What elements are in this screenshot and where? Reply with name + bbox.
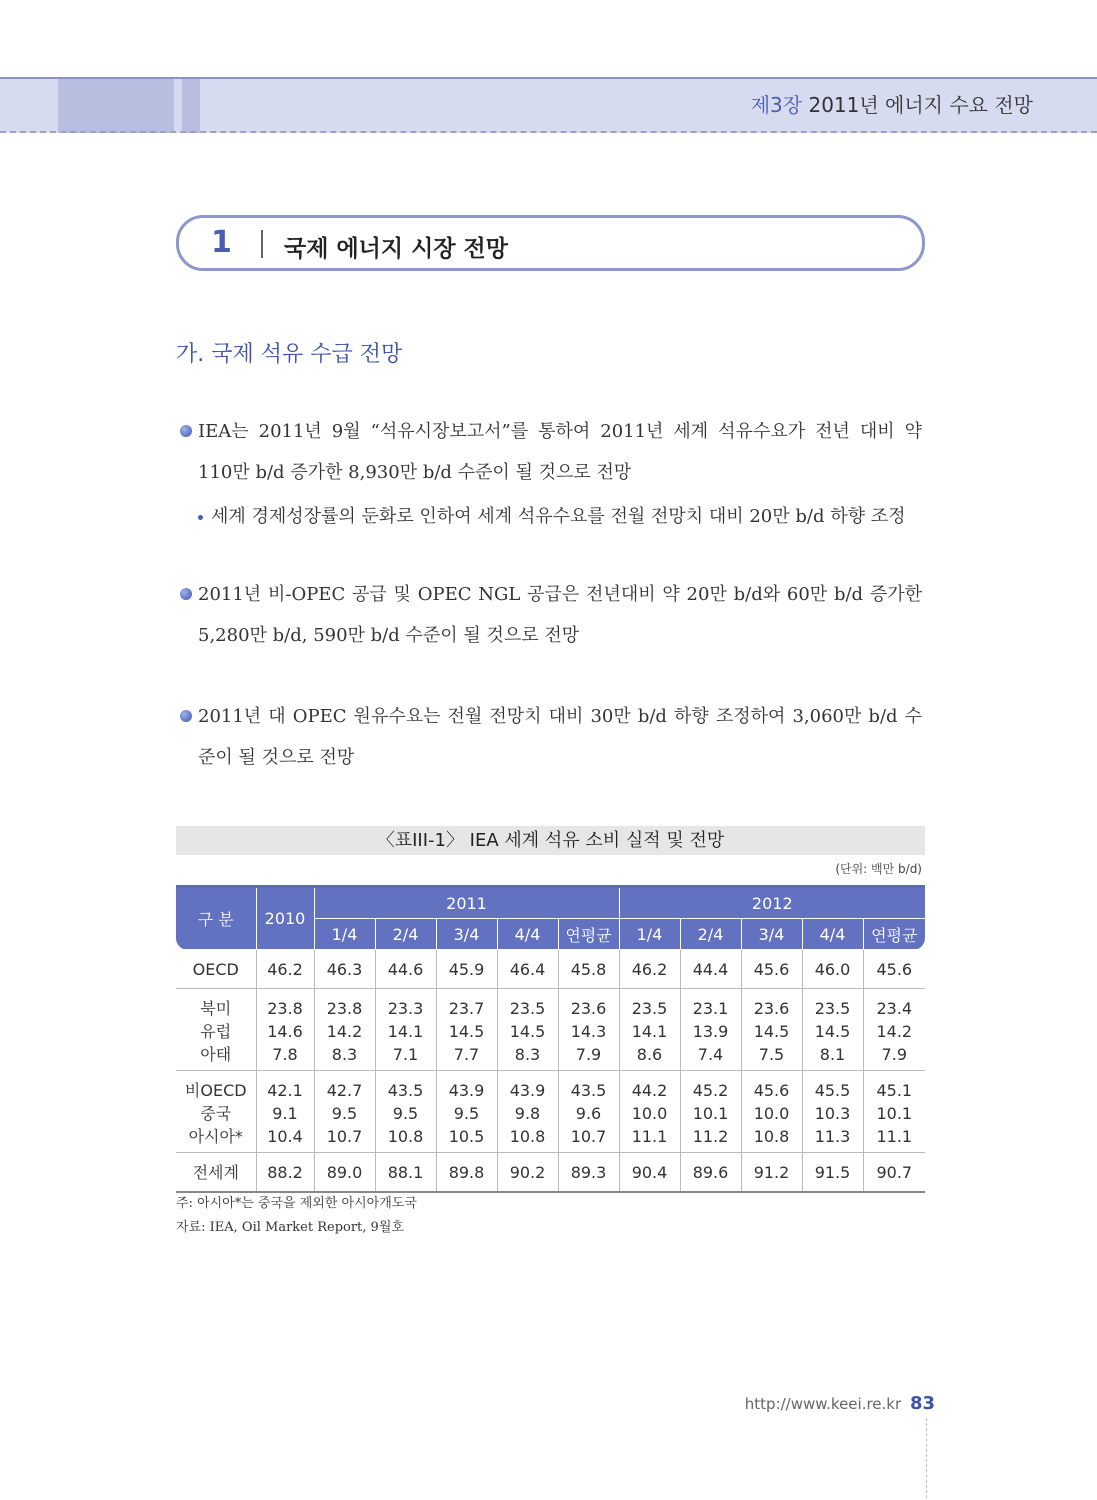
cell-value: 14.5 (448, 1022, 485, 1041)
table-footnote: 주: 아시아*는 중국을 제외한 아시아개도국 (176, 1196, 417, 1211)
header-avg: 연평균 (558, 919, 619, 950)
cell-value: 46.2 (267, 959, 303, 979)
cell-value: 43.5 (387, 1081, 424, 1100)
cell-value: 10.8 (509, 1127, 546, 1146)
cell-value: 8.1 (819, 1045, 846, 1064)
bullet-line: 110만 b/d 증가한 8,930만 b/d 수준이 될 것으로 전망 (198, 462, 632, 483)
table-cell (680, 1071, 741, 1153)
table-row (176, 1153, 925, 1193)
header-decor-block (58, 79, 174, 133)
sub-bullet-text: 세계 경제성장률의 둔화로 인하여 세계 석유수요를 전월 전망치 대비 20만 b/d 하향 조정 (211, 506, 906, 527)
table-cell (558, 950, 619, 989)
cell-value: 46.0 (814, 959, 851, 979)
table-cell (256, 1153, 314, 1193)
table-cell (256, 950, 314, 989)
cell-value: 14.5 (753, 1022, 790, 1041)
cell-value: 43.9 (448, 1081, 485, 1100)
bullet-dot-icon (180, 425, 192, 437)
cell-value: 7.5 (758, 1045, 785, 1064)
cell-value: 45.9 (448, 959, 485, 979)
cell-value: 7.9 (881, 1045, 907, 1064)
page-number: 83 (909, 1393, 935, 1414)
cell-value: 42.7 (326, 1081, 363, 1100)
table-cell (375, 1153, 436, 1193)
cell-value: 43.5 (570, 1081, 607, 1100)
cell-value: 45.6 (753, 1081, 790, 1100)
table-cell (680, 1153, 741, 1193)
sub-bullet-item (198, 502, 922, 528)
header-q4: 4/4 (497, 919, 558, 950)
cell-value: 10.3 (814, 1104, 851, 1123)
bullet-line: IEA는 2011년 9월 “석유시장보고서”를 통하여 2011년 세계 석유수요가 전년 대비 약 (198, 421, 922, 442)
cell-value: 10.0 (753, 1104, 790, 1123)
cell-value: 44.2 (631, 1081, 668, 1100)
chapter-label: 제3장 (750, 93, 803, 117)
cell-value: 23.8 (326, 999, 363, 1018)
table-cell (802, 1071, 863, 1153)
cell-value: 7.1 (392, 1045, 419, 1064)
table-cell (619, 950, 680, 989)
footer-rule (926, 1418, 927, 1498)
table-cell (497, 950, 558, 989)
cell-value: 45.6 (876, 959, 913, 979)
table-cell (741, 950, 802, 989)
cell-value: 89.0 (326, 1162, 363, 1182)
cell-value: 9.5 (392, 1104, 419, 1123)
cell-value: 91.5 (814, 1162, 851, 1182)
cell-value: 9.6 (575, 1104, 602, 1123)
bullet-line: 2011년 비-OPEC 공급 및 OPEC NGL 공급은 전년대비 약 20만 b/d와 60만 b/d 증가한 (198, 584, 922, 605)
bullet-item (178, 574, 922, 656)
bullet-line: 2011년 대 OPEC 원유수요는 전월 전망치 대비 30만 b/d 하향 조정하여 3,060만 b/d 수 (198, 706, 922, 727)
cell-value: 42.1 (267, 1081, 303, 1100)
section-heading-box (176, 215, 925, 271)
row-label (176, 1153, 256, 1193)
bullet-item (178, 696, 922, 778)
cell-value: 46.3 (326, 959, 363, 979)
bullet-item (178, 411, 922, 493)
table-cell (680, 950, 741, 989)
cell-value: 14.6 (267, 1022, 303, 1041)
cell-value: 23.5 (631, 999, 668, 1018)
row-label-text: 유럽 (200, 1022, 232, 1041)
row-label-text: 전세계 (192, 1162, 239, 1182)
table-cell (314, 1153, 375, 1193)
table-cell (863, 1153, 925, 1193)
row-label-text: 아시아* (188, 1127, 243, 1146)
cell-value: 46.2 (631, 959, 668, 979)
cell-value: 8.3 (331, 1045, 358, 1064)
bullet-line: 5,280만 b/d, 590만 b/d 수준이 될 것으로 전망 (198, 625, 580, 646)
row-label-text: OECD (192, 959, 239, 979)
cell-value: 10.8 (753, 1127, 790, 1146)
cell-value: 9.5 (453, 1104, 480, 1123)
table-cell (802, 989, 863, 1071)
cell-value: 23.8 (267, 999, 303, 1018)
bullet-dot-icon (180, 588, 192, 600)
cell-value: 7.4 (697, 1045, 724, 1064)
cell-value: 7.8 (272, 1045, 298, 1064)
header-divider (0, 131, 1097, 133)
table-cell (436, 989, 497, 1071)
cell-value: 91.2 (753, 1162, 790, 1182)
bullet-dot-icon (180, 710, 192, 722)
cell-value: 23.6 (753, 999, 790, 1018)
row-label-text: 중국 (200, 1104, 232, 1123)
cell-value: 10.0 (631, 1104, 668, 1123)
cell-value: 45.2 (692, 1081, 729, 1100)
table-cell (680, 989, 741, 1071)
cell-value: 10.5 (448, 1127, 485, 1146)
cell-value: 23.5 (814, 999, 851, 1018)
cell-value: 89.3 (570, 1162, 607, 1182)
row-label-text: 아태 (200, 1045, 232, 1064)
cell-value: 89.6 (692, 1162, 729, 1182)
table-cell (802, 1153, 863, 1193)
header-q4: 4/4 (802, 919, 863, 950)
table-cell (375, 989, 436, 1071)
table-cell (375, 950, 436, 989)
cell-value: 13.9 (692, 1022, 729, 1041)
table-cell (314, 950, 375, 989)
header-q2: 2/4 (680, 919, 741, 950)
table-row (176, 950, 925, 989)
table-row (176, 989, 925, 1071)
header-category: 구 분 (176, 887, 256, 950)
cell-value: 88.2 (267, 1162, 303, 1182)
header-q2: 2/4 (375, 919, 436, 950)
table-cell (436, 1071, 497, 1153)
cell-value: 45.1 (876, 1081, 913, 1100)
cell-value: 10.7 (570, 1127, 607, 1146)
cell-value: 23.7 (448, 999, 485, 1018)
row-label-text: 비OECD (184, 1081, 247, 1100)
section-title: 국제 에너지 시장 전망 (284, 236, 508, 262)
cell-value: 46.4 (509, 959, 546, 979)
cell-value: 8.6 (636, 1045, 663, 1064)
row-label (176, 950, 256, 989)
header-q1: 1/4 (314, 919, 375, 950)
table-notes (176, 1192, 417, 1240)
cell-value: 44.6 (387, 959, 424, 979)
bullet-line: 준이 될 것으로 전망 (198, 747, 355, 768)
cell-value: 10.8 (387, 1127, 424, 1146)
cell-value: 14.1 (387, 1022, 424, 1041)
cell-value: 45.6 (753, 959, 790, 979)
cell-value: 14.2 (876, 1022, 913, 1041)
cell-value: 7.9 (575, 1045, 602, 1064)
table-caption: 〈표III-1〉 IEA 세계 석유 소비 실적 및 전망 (176, 826, 925, 855)
cell-value: 45.5 (814, 1081, 851, 1100)
cell-value: 23.6 (570, 999, 607, 1018)
table-cell (497, 1153, 558, 1193)
section-number: 1 (211, 225, 232, 260)
cell-value: 10.1 (876, 1104, 913, 1123)
table-cell (619, 989, 680, 1071)
cell-value: 9.1 (272, 1104, 298, 1123)
cell-value: 14.2 (326, 1022, 363, 1041)
header-2010: 2010 (256, 887, 314, 950)
table-cell (375, 1071, 436, 1153)
row-label (176, 989, 256, 1071)
row-label-text: 북미 (200, 999, 232, 1018)
chapter-title: 2011년 에너지 수요 전망 (808, 93, 1033, 117)
table-cell (619, 1071, 680, 1153)
table-cell (802, 950, 863, 989)
cell-value: 14.3 (570, 1022, 607, 1041)
header-2012: 2012 (619, 887, 925, 919)
cell-value: 23.3 (387, 999, 424, 1018)
cell-value: 11.1 (631, 1127, 668, 1146)
header-q3: 3/4 (741, 919, 802, 950)
cell-value: 9.5 (331, 1104, 358, 1123)
table-cell (436, 1153, 497, 1193)
cell-value: 10.1 (692, 1104, 729, 1123)
cell-value: 23.4 (876, 999, 913, 1018)
sub-bullet-dot-icon (198, 515, 203, 520)
table-cell (619, 1153, 680, 1193)
cell-value: 14.1 (631, 1022, 668, 1041)
cell-value: 90.7 (876, 1162, 913, 1182)
table-cell (741, 1071, 802, 1153)
table-cell (741, 989, 802, 1071)
cell-value: 7.7 (453, 1045, 480, 1064)
cell-value: 90.2 (509, 1162, 546, 1182)
table-cell (314, 1071, 375, 1153)
cell-value: 10.4 (267, 1127, 303, 1146)
header-q3: 3/4 (436, 919, 497, 950)
table-cell (741, 1153, 802, 1193)
table-cell (863, 989, 925, 1071)
cell-value: 88.1 (387, 1162, 424, 1182)
table-cell (497, 1071, 558, 1153)
header-decor-block (182, 79, 200, 133)
cell-value: 43.9 (509, 1081, 546, 1100)
table-cell (558, 1071, 619, 1153)
running-header (751, 89, 1033, 118)
header-avg: 연평균 (863, 919, 925, 950)
cell-value: 44.4 (692, 959, 729, 979)
cell-value: 8.3 (514, 1045, 541, 1064)
page-footer (745, 1393, 935, 1414)
footer-url[interactable]: http://www.keei.re.kr (744, 1395, 902, 1413)
cell-value: 45.8 (570, 959, 607, 979)
cell-value: 90.4 (631, 1162, 668, 1182)
table-cell (863, 1071, 925, 1153)
subheading: 가. 국제 석유 수급 전망 (176, 342, 403, 367)
table-source: 자료: IEA, Oil Market Report, 9월호 (176, 1220, 404, 1235)
oil-consumption-table (176, 885, 925, 1193)
table-cell (256, 1071, 314, 1153)
cell-value: 89.8 (448, 1162, 485, 1182)
header-q1: 1/4 (619, 919, 680, 950)
table-cell (497, 989, 558, 1071)
table-cell (558, 989, 619, 1071)
table-cell (436, 950, 497, 989)
table-cell (863, 950, 925, 989)
cell-value: 9.8 (514, 1104, 541, 1123)
cell-value: 23.1 (692, 999, 729, 1018)
row-label (176, 1071, 256, 1153)
table-cell (256, 989, 314, 1071)
cell-value: 11.2 (692, 1127, 729, 1146)
table-cell (314, 989, 375, 1071)
table-row (176, 1071, 925, 1153)
table-cell (558, 1153, 619, 1193)
header-2011: 2011 (314, 887, 619, 919)
cell-value: 10.7 (326, 1127, 363, 1146)
section-divider (261, 230, 263, 258)
cell-value: 11.3 (814, 1127, 851, 1146)
cell-value: 11.1 (876, 1127, 913, 1146)
cell-value: 14.5 (509, 1022, 546, 1041)
cell-value: 14.5 (814, 1022, 851, 1041)
cell-value: 23.5 (509, 999, 546, 1018)
table-unit: (단위: 백만 b/d) (835, 862, 922, 876)
